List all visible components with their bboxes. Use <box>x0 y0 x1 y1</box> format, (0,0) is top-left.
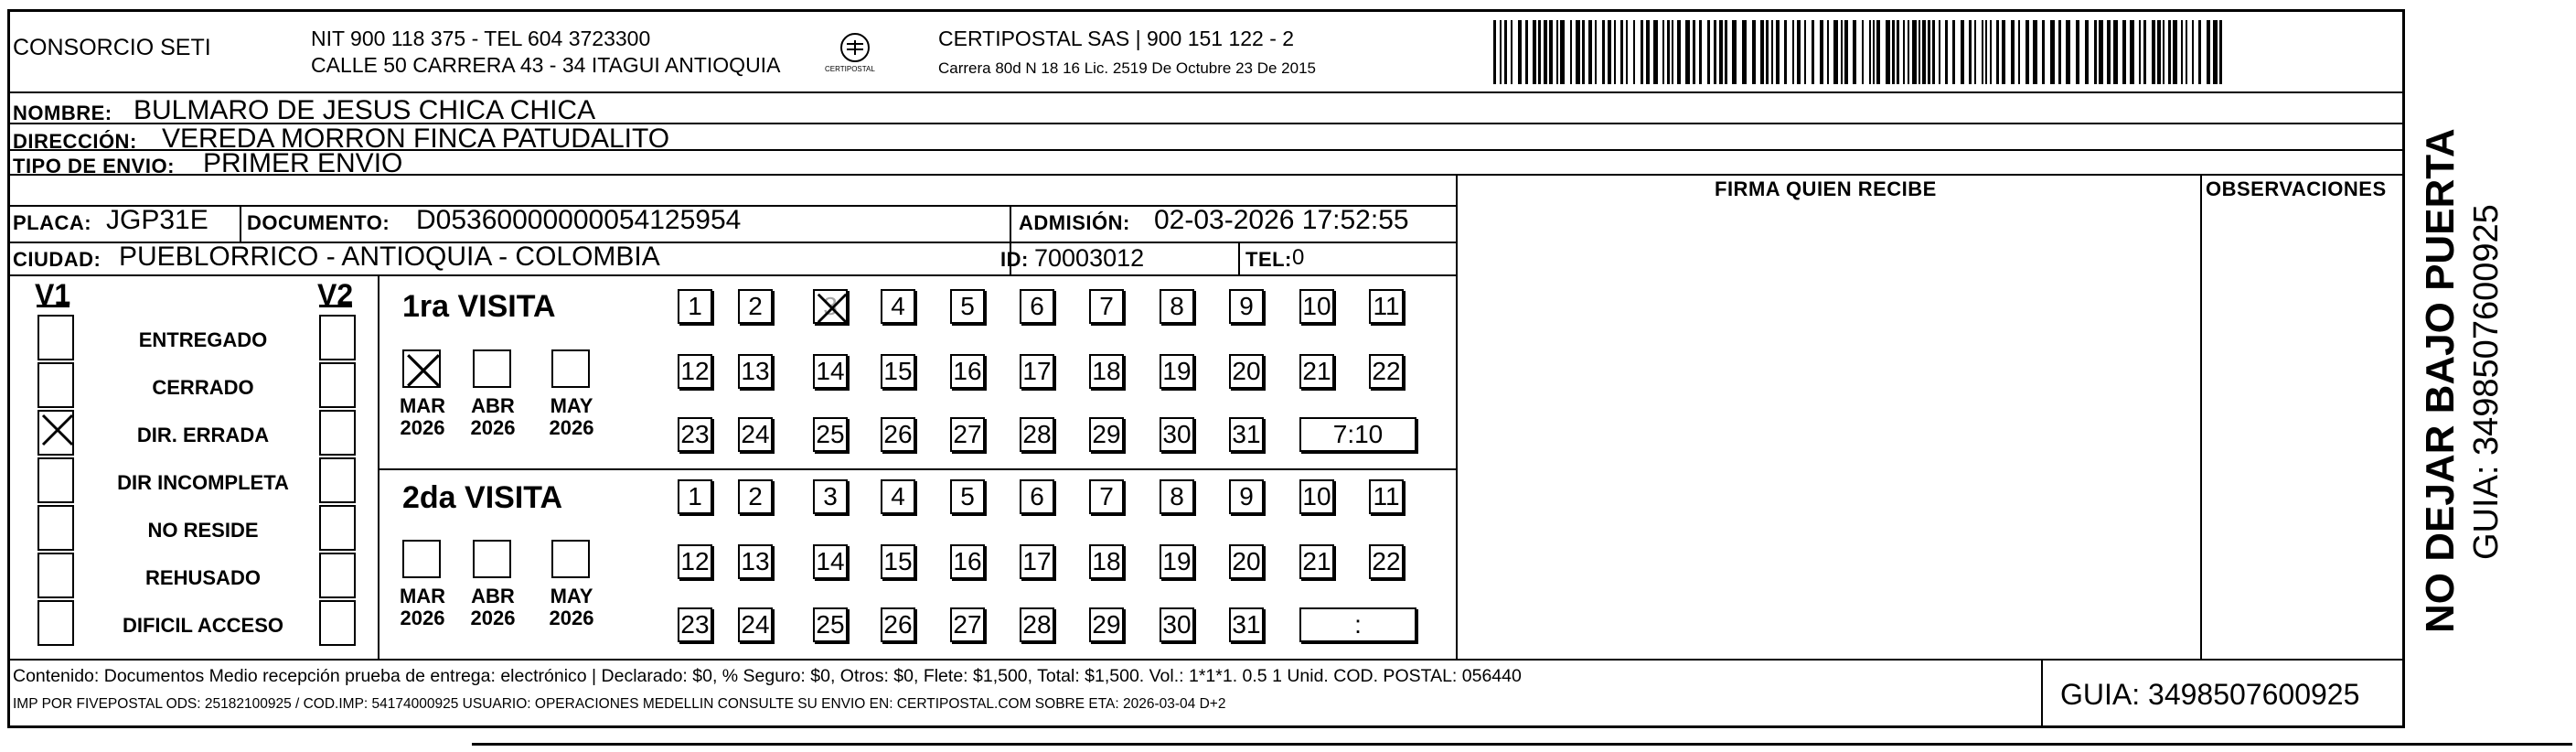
side-guia: GUIA: 3498507600925 <box>2467 204 2506 560</box>
status-option-label: NO RESIDE <box>147 519 259 542</box>
ciudad-label: CIUDAD: <box>13 248 102 271</box>
visit2-day-21[interactable]: 21 <box>1299 544 1334 579</box>
visit1-day-18[interactable]: 18 <box>1089 354 1124 389</box>
direccion-label: DIRECCIÓN: <box>13 130 137 153</box>
visit2-day-3[interactable]: 3 <box>813 479 848 514</box>
tel-value: 0 <box>1292 245 1305 270</box>
visit1-day-10[interactable]: 10 <box>1299 289 1334 324</box>
visit2-day-17[interactable]: 17 <box>1020 544 1054 579</box>
visit2-day-11[interactable]: 11 <box>1369 479 1404 514</box>
firma-header: FIRMA QUIEN RECIBE <box>1715 177 1937 200</box>
direccion-value: VEREDA MORRON FINCA PATUDALITO <box>162 124 670 154</box>
status-option-label: REHUSADO <box>145 566 261 589</box>
visit2-day-15[interactable]: 15 <box>881 544 915 579</box>
visit1-day-21[interactable]: 21 <box>1299 354 1334 389</box>
visit2-day-20[interactable]: 20 <box>1229 544 1264 579</box>
bottom-rule <box>472 743 2572 746</box>
visit2-day-30[interactable]: 30 <box>1160 607 1194 642</box>
visit2-day-5[interactable]: 5 <box>950 479 985 514</box>
visit1-month-label: MAY 2026 <box>549 394 594 440</box>
visit1-day-4[interactable]: 4 <box>881 289 915 324</box>
visit2-month-label: MAR 2026 <box>399 585 446 630</box>
side-warning: NO DEJAR BAJO PUERTA <box>2418 128 2463 633</box>
v2-checkbox[interactable] <box>319 553 356 598</box>
visit1-day-22[interactable]: 22 <box>1369 354 1404 389</box>
visit1-day-2[interactable]: 2 <box>738 289 773 324</box>
company-name: CONSORCIO SETI <box>13 35 211 60</box>
visit1-day-3[interactable]: 3 <box>813 289 848 324</box>
visit2-day-31[interactable]: 31 <box>1229 607 1264 642</box>
v2-checkbox[interactable] <box>319 457 356 503</box>
visit1-day-13[interactable]: 13 <box>738 354 773 389</box>
id-value: 70003012 <box>1034 244 1145 272</box>
visit2-day-19[interactable]: 19 <box>1160 544 1194 579</box>
visit1-day-14[interactable]: 14 <box>813 354 848 389</box>
visit2-day-29[interactable]: 29 <box>1089 607 1124 642</box>
visit1-month-label: ABR 2026 <box>470 394 516 440</box>
visit1-day-17[interactable]: 17 <box>1020 354 1054 389</box>
visit2-day-12[interactable]: 12 <box>678 544 712 579</box>
visit2-month-label: MAY 2026 <box>549 585 594 630</box>
footer-content: Contenido: Documentos Medio recepción prueba de entrega: electrónico | Declarado: $0, % Seguro: $0, Otros: $0, Flete: $1,500, Total: $1,500. Vol.: 1*1*1. 0.5 1 Unid. COD. POSTAL: 056440 <box>13 666 1522 686</box>
v1-checkbox[interactable] <box>37 362 74 408</box>
visit1-day-8[interactable]: 8 <box>1160 289 1194 324</box>
status-option-label: ENTREGADO <box>138 328 268 351</box>
visit1-day-23[interactable]: 23 <box>678 417 712 452</box>
visit1-day-30[interactable]: 30 <box>1160 417 1194 452</box>
visit2-month-checkbox[interactable] <box>551 540 590 578</box>
visit2-title: 2da VISITA <box>402 480 563 515</box>
v1-checkbox[interactable] <box>37 600 74 646</box>
visit1-day-16[interactable]: 16 <box>950 354 985 389</box>
visit1-day-26[interactable]: 26 <box>881 417 915 452</box>
v2-checkbox[interactable] <box>319 315 356 360</box>
visit2-day-22[interactable]: 22 <box>1369 544 1404 579</box>
visit2-month-checkbox[interactable] <box>402 540 441 578</box>
visit2-day-9[interactable]: 9 <box>1229 479 1264 514</box>
documento-value: D05360000000054125954 <box>416 205 742 235</box>
v2-label: V2 <box>317 278 354 311</box>
visit2-day-10[interactable]: 10 <box>1299 479 1334 514</box>
visit2-day-24[interactable]: 24 <box>738 607 773 642</box>
visit2-day-7[interactable]: 7 <box>1089 479 1124 514</box>
v1-checkbox[interactable] <box>37 315 74 360</box>
admision-value: 02-03-2026 17:52:55 <box>1154 205 1409 235</box>
visit1-day-28[interactable]: 28 <box>1020 417 1054 452</box>
observaciones-header: OBSERVACIONES <box>2206 177 2387 200</box>
visit2-day-26[interactable]: 26 <box>881 607 915 642</box>
visit1-day-31[interactable]: 31 <box>1229 417 1264 452</box>
visit1-day-25[interactable]: 25 <box>813 417 848 452</box>
v1-checkbox[interactable] <box>37 505 74 551</box>
visit2-time-box[interactable]: : <box>1299 607 1416 642</box>
visit2-day-13[interactable]: 13 <box>738 544 773 579</box>
visit1-day-24[interactable]: 24 <box>738 417 773 452</box>
visit1-day-12[interactable]: 12 <box>678 354 712 389</box>
carrier-license: Carrera 80d N 18 16 Lic. 2519 De Octubre 23 De 2015 <box>938 59 1316 77</box>
visit1-day-29[interactable]: 29 <box>1089 417 1124 452</box>
visit1-month-checkbox[interactable] <box>473 349 511 388</box>
status-option-label: DIR. ERRADA <box>136 424 270 446</box>
visit2-day-23[interactable]: 23 <box>678 607 712 642</box>
v2-checkbox[interactable] <box>319 505 356 551</box>
footer-imp: IMP POR FIVEPOSTAL ODS: 25182100925 / COD.IMP: 54174000925 USUARIO: OPERACIONES MEDELLIN CONSULTE SU ENVIO EN: CERTIPOSTAL.COM SOBRE ETA: 2026-03-04 D+2 <box>13 696 1226 712</box>
tipo-envio-value: PRIMER ENVIO <box>203 148 403 178</box>
visit1-day-9[interactable]: 9 <box>1229 289 1264 324</box>
visit2-day-16[interactable]: 16 <box>950 544 985 579</box>
visit2-month-label: ABR 2026 <box>470 585 516 630</box>
carrier-line: CERTIPOSTAL SAS | 900 151 122 - 2 <box>938 27 1295 50</box>
visit1-day-15[interactable]: 15 <box>881 354 915 389</box>
visit1-day-6[interactable]: 6 <box>1020 289 1054 324</box>
certipostal-logo: CERTIPOSTAL <box>814 31 896 86</box>
visit1-time-box[interactable]: 7:10 <box>1299 417 1416 452</box>
status-option-label: DIFICIL ACCESO <box>122 614 283 637</box>
visit2-day-6[interactable]: 6 <box>1020 479 1054 514</box>
visit2-day-14[interactable]: 14 <box>813 544 848 579</box>
visit1-day-1[interactable]: 1 <box>678 289 712 324</box>
visit2-day-4[interactable]: 4 <box>881 479 915 514</box>
footer-guia: GUIA: 3498507600925 <box>2060 678 2360 711</box>
v2-checkbox[interactable] <box>319 362 356 408</box>
visit2-month-checkbox[interactable] <box>473 540 511 578</box>
visit2-day-2[interactable]: 2 <box>738 479 773 514</box>
placa-label: PLACA: <box>13 211 92 234</box>
status-option-label: DIR INCOMPLETA <box>117 471 289 494</box>
documento-label: DOCUMENTO: <box>247 211 390 234</box>
visit2-day-18[interactable]: 18 <box>1089 544 1124 579</box>
visit1-day-5[interactable]: 5 <box>950 289 985 324</box>
tipo-envio-label: TIPO DE ENVIO: <box>13 155 175 177</box>
v1-checkbox[interactable] <box>37 457 74 503</box>
tel-label: TEL: <box>1245 248 1292 271</box>
status-option-label: CERRADO <box>152 376 254 399</box>
visit2-day-1[interactable]: 1 <box>678 479 712 514</box>
nombre-value: BULMARO DE JESUS CHICA CHICA <box>134 95 596 125</box>
id-label: ID: <box>1000 248 1029 271</box>
visit2-day-28[interactable]: 28 <box>1020 607 1054 642</box>
visit1-day-11[interactable]: 11 <box>1369 289 1404 324</box>
visit1-day-20[interactable]: 20 <box>1229 354 1264 389</box>
v2-checkbox[interactable] <box>319 600 356 646</box>
visit1-day-19[interactable]: 19 <box>1160 354 1194 389</box>
visit2-day-27[interactable]: 27 <box>950 607 985 642</box>
v1-checkbox[interactable] <box>37 410 74 456</box>
admision-label: ADMISIÓN: <box>1019 211 1130 234</box>
visit2-day-25[interactable]: 25 <box>813 607 848 642</box>
ciudad-value: PUEBLORRICO - ANTIOQUIA - COLOMBIA <box>119 242 660 272</box>
placa-value: JGP31E <box>106 205 208 235</box>
visit1-day-7[interactable]: 7 <box>1089 289 1124 324</box>
visit1-title: 1ra VISITA <box>402 289 556 324</box>
visit2-day-8[interactable]: 8 <box>1160 479 1194 514</box>
visit1-day-27[interactable]: 27 <box>950 417 985 452</box>
nit-line: NIT 900 118 375 - TEL 604 3723300 <box>311 27 651 50</box>
v1-checkbox[interactable] <box>37 553 74 598</box>
v2-checkbox[interactable] <box>319 410 356 456</box>
visit1-month-label: MAR 2026 <box>399 394 446 440</box>
v1-label: V1 <box>35 278 71 311</box>
visit1-month-checkbox[interactable] <box>402 349 441 388</box>
visit1-month-checkbox[interactable] <box>551 349 590 388</box>
nombre-label: NOMBRE: <box>13 102 112 124</box>
address-line: CALLE 50 CARRERA 43 - 34 ITAGUI ANTIOQUIA <box>311 53 781 77</box>
